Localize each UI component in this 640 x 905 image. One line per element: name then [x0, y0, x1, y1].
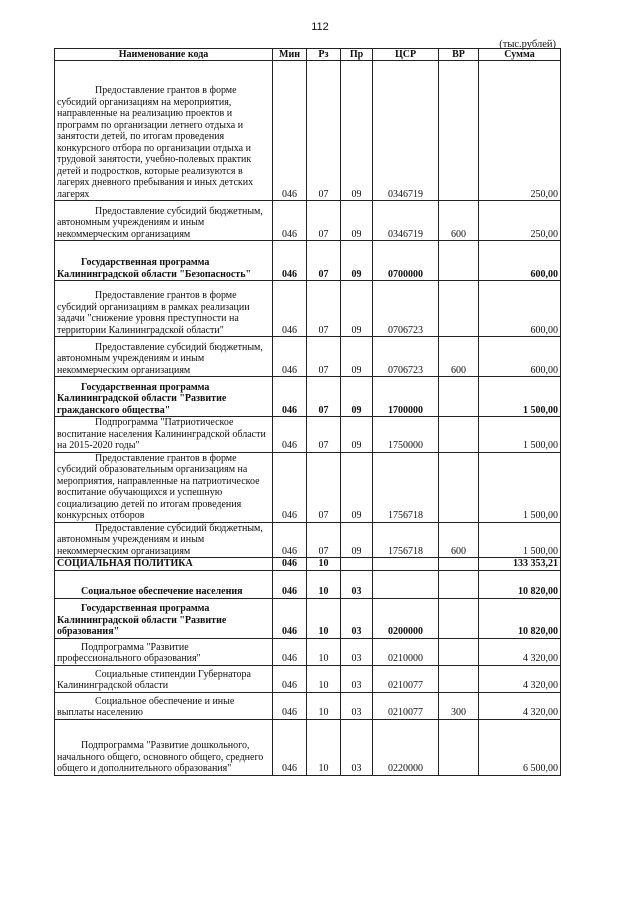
row-min: 046 — [273, 377, 307, 417]
row-min: 046 — [273, 665, 307, 692]
row-csr: 0346719 — [373, 61, 439, 201]
row-name: Государственная программа Калининградской области "Безопасность" — [55, 241, 273, 281]
table-row — [55, 719, 561, 775]
row-sum: 250,00 — [479, 201, 561, 241]
row-rz: 07 — [307, 241, 341, 281]
row-min: 046 — [273, 638, 307, 665]
budget-table — [54, 48, 561, 776]
row-sum: 10 820,00 — [479, 570, 561, 598]
row-sum: 1 500,00 — [479, 452, 561, 522]
row-csr: 0700000 — [373, 241, 439, 281]
row-csr — [373, 570, 439, 598]
row-pr: 09 — [341, 241, 373, 281]
row-pr: 09 — [341, 337, 373, 377]
col-header-vr: ВР — [439, 49, 479, 61]
row-pr: 03 — [341, 598, 373, 638]
row-min: 046 — [273, 598, 307, 638]
row-min: 046 — [273, 522, 307, 558]
row-min: 046 — [273, 201, 307, 241]
row-csr: 1756718 — [373, 522, 439, 558]
row-csr: 0210077 — [373, 665, 439, 692]
row-min: 046 — [273, 452, 307, 522]
row-rz: 10 — [307, 692, 341, 719]
row-name: Подпрограмма "Развитие дошкольного, начального общего, основного общего, среднего общего и дополнительного образования" — [55, 719, 273, 775]
row-sum: 6 500,00 — [479, 719, 561, 775]
col-header-min: Мин — [273, 49, 307, 61]
row-name: Предоставление грантов в форме субсидий организациям на мероприятия, направленные на реализацию проектов и программ по организации летнего отдыха и занятости детей, по итогам проведения конкурсного отбора по организации отдыха и трудовой занятости, учебно-полевых практик детей и подростков, которые реализуются в лагерях дневного пребывания и иных детских лагерях — [55, 61, 273, 201]
row-vr: 600 — [439, 522, 479, 558]
row-name: Подпрограмма "Развитие профессионального образования" — [55, 638, 273, 665]
row-rz: 10 — [307, 638, 341, 665]
row-csr: 0220000 — [373, 719, 439, 775]
row-pr: 03 — [341, 570, 373, 598]
table-row — [55, 452, 561, 522]
row-sum: 4 320,00 — [479, 692, 561, 719]
row-sum: 1 500,00 — [479, 522, 561, 558]
row-pr: 03 — [341, 665, 373, 692]
row-rz: 07 — [307, 337, 341, 377]
row-name: СОЦИАЛЬНАЯ ПОЛИТИКА — [55, 558, 273, 571]
col-header-rz: Рз — [307, 49, 341, 61]
table-row — [55, 201, 561, 241]
row-name: Предоставление субсидий бюджетным, автономным учреждениям и иным некоммерческим организациям — [55, 337, 273, 377]
table-row — [55, 598, 561, 638]
row-rz: 10 — [307, 598, 341, 638]
row-name: Предоставление субсидий бюджетным, автономным учреждениям и иным некоммерческим организациям — [55, 522, 273, 558]
row-sum: 250,00 — [479, 61, 561, 201]
row-pr: 03 — [341, 638, 373, 665]
row-name: Социальное обеспечение населения — [55, 570, 273, 598]
row-pr: 09 — [341, 281, 373, 337]
row-pr: 09 — [341, 417, 373, 453]
row-pr: 09 — [341, 452, 373, 522]
row-sum: 4 320,00 — [479, 665, 561, 692]
table-row — [55, 692, 561, 719]
row-csr: 0706723 — [373, 281, 439, 337]
row-rz: 07 — [307, 452, 341, 522]
row-vr: 300 — [439, 692, 479, 719]
col-header-pr: Пр — [341, 49, 373, 61]
row-min: 046 — [273, 417, 307, 453]
row-sum: 600,00 — [479, 337, 561, 377]
row-vr — [439, 241, 479, 281]
page-number: 112 — [311, 21, 329, 33]
row-sum: 1 500,00 — [479, 377, 561, 417]
row-vr — [439, 719, 479, 775]
table-row — [55, 665, 561, 692]
row-rz: 10 — [307, 570, 341, 598]
row-sum: 10 820,00 — [479, 598, 561, 638]
row-rz: 07 — [307, 201, 341, 241]
table-row — [55, 281, 561, 337]
col-header-sum: Сумма — [479, 49, 561, 61]
row-vr — [439, 558, 479, 571]
row-name: Государственная программа Калининградской области "Развитие образования" — [55, 598, 273, 638]
row-min: 046 — [273, 692, 307, 719]
table-row — [55, 522, 561, 558]
row-rz: 10 — [307, 665, 341, 692]
row-pr: 03 — [341, 719, 373, 775]
row-name: Социальное обеспечение и иные выплаты населению — [55, 692, 273, 719]
table-row — [55, 570, 561, 598]
row-csr: 0706723 — [373, 337, 439, 377]
row-pr: 09 — [341, 522, 373, 558]
row-vr: 600 — [439, 201, 479, 241]
row-vr — [439, 417, 479, 453]
row-name: Подпрограмма "Патриотическое воспитание населения Калининградской области на 2015-2020 годы" — [55, 417, 273, 453]
table-row — [55, 337, 561, 377]
row-sum: 600,00 — [479, 281, 561, 337]
row-vr — [439, 452, 479, 522]
row-csr: 0210077 — [373, 692, 439, 719]
row-vr — [439, 570, 479, 598]
row-csr: 0210000 — [373, 638, 439, 665]
row-vr: 600 — [439, 337, 479, 377]
row-sum: 133 353,21 — [479, 558, 561, 571]
row-rz: 07 — [307, 522, 341, 558]
row-min: 046 — [273, 570, 307, 598]
row-rz: 07 — [307, 61, 341, 201]
row-min: 046 — [273, 61, 307, 201]
row-csr — [373, 558, 439, 571]
row-vr — [439, 61, 479, 201]
table-row — [55, 241, 561, 281]
row-vr — [439, 598, 479, 638]
row-min: 046 — [273, 337, 307, 377]
row-csr: 1700000 — [373, 377, 439, 417]
row-name: Государственная программа Калининградской области "Развитие гражданского общества" — [55, 377, 273, 417]
row-pr: 03 — [341, 692, 373, 719]
row-name: Предоставление грантов в форме субсидий организациям в рамках реализации задачи "снижение уровня преступности на территории Калининградской области" — [55, 281, 273, 337]
row-min: 046 — [273, 281, 307, 337]
row-rz: 10 — [307, 719, 341, 775]
row-sum: 4 320,00 — [479, 638, 561, 665]
units-note: (тыс.рублей) — [499, 39, 556, 50]
row-csr: 1750000 — [373, 417, 439, 453]
row-pr — [341, 558, 373, 571]
row-sum: 600,00 — [479, 241, 561, 281]
row-vr — [439, 638, 479, 665]
row-min: 046 — [273, 558, 307, 571]
table-row — [55, 417, 561, 453]
table-row — [55, 638, 561, 665]
table-header-row — [55, 49, 561, 61]
row-vr — [439, 377, 479, 417]
row-min: 046 — [273, 241, 307, 281]
row-pr: 09 — [341, 201, 373, 241]
row-rz: 07 — [307, 417, 341, 453]
row-name: Предоставление грантов в форме субсидий образовательным организациям на мероприятия, направленные на патриотическое воспитание обучающихся и успешную социализацию детей по итогам проведения конкурсных отборов — [55, 452, 273, 522]
row-name: Социальные стипендии Губернатора Калининградской области — [55, 665, 273, 692]
row-name: Предоставление субсидий бюджетным, автономным учреждениям и иным некоммерческим организациям — [55, 201, 273, 241]
table-row — [55, 61, 561, 201]
table-row — [55, 377, 561, 417]
row-csr: 1756718 — [373, 452, 439, 522]
row-pr: 09 — [341, 61, 373, 201]
table-row — [55, 558, 561, 571]
row-csr: 0346719 — [373, 201, 439, 241]
row-sum: 1 500,00 — [479, 417, 561, 453]
col-header-name: Наименование кода — [55, 49, 273, 61]
row-pr: 09 — [341, 377, 373, 417]
row-vr — [439, 281, 479, 337]
row-csr: 0200000 — [373, 598, 439, 638]
row-rz: 10 — [307, 558, 341, 571]
row-vr — [439, 665, 479, 692]
row-min: 046 — [273, 719, 307, 775]
col-header-csr: ЦСР — [373, 49, 439, 61]
row-rz: 07 — [307, 281, 341, 337]
row-rz: 07 — [307, 377, 341, 417]
